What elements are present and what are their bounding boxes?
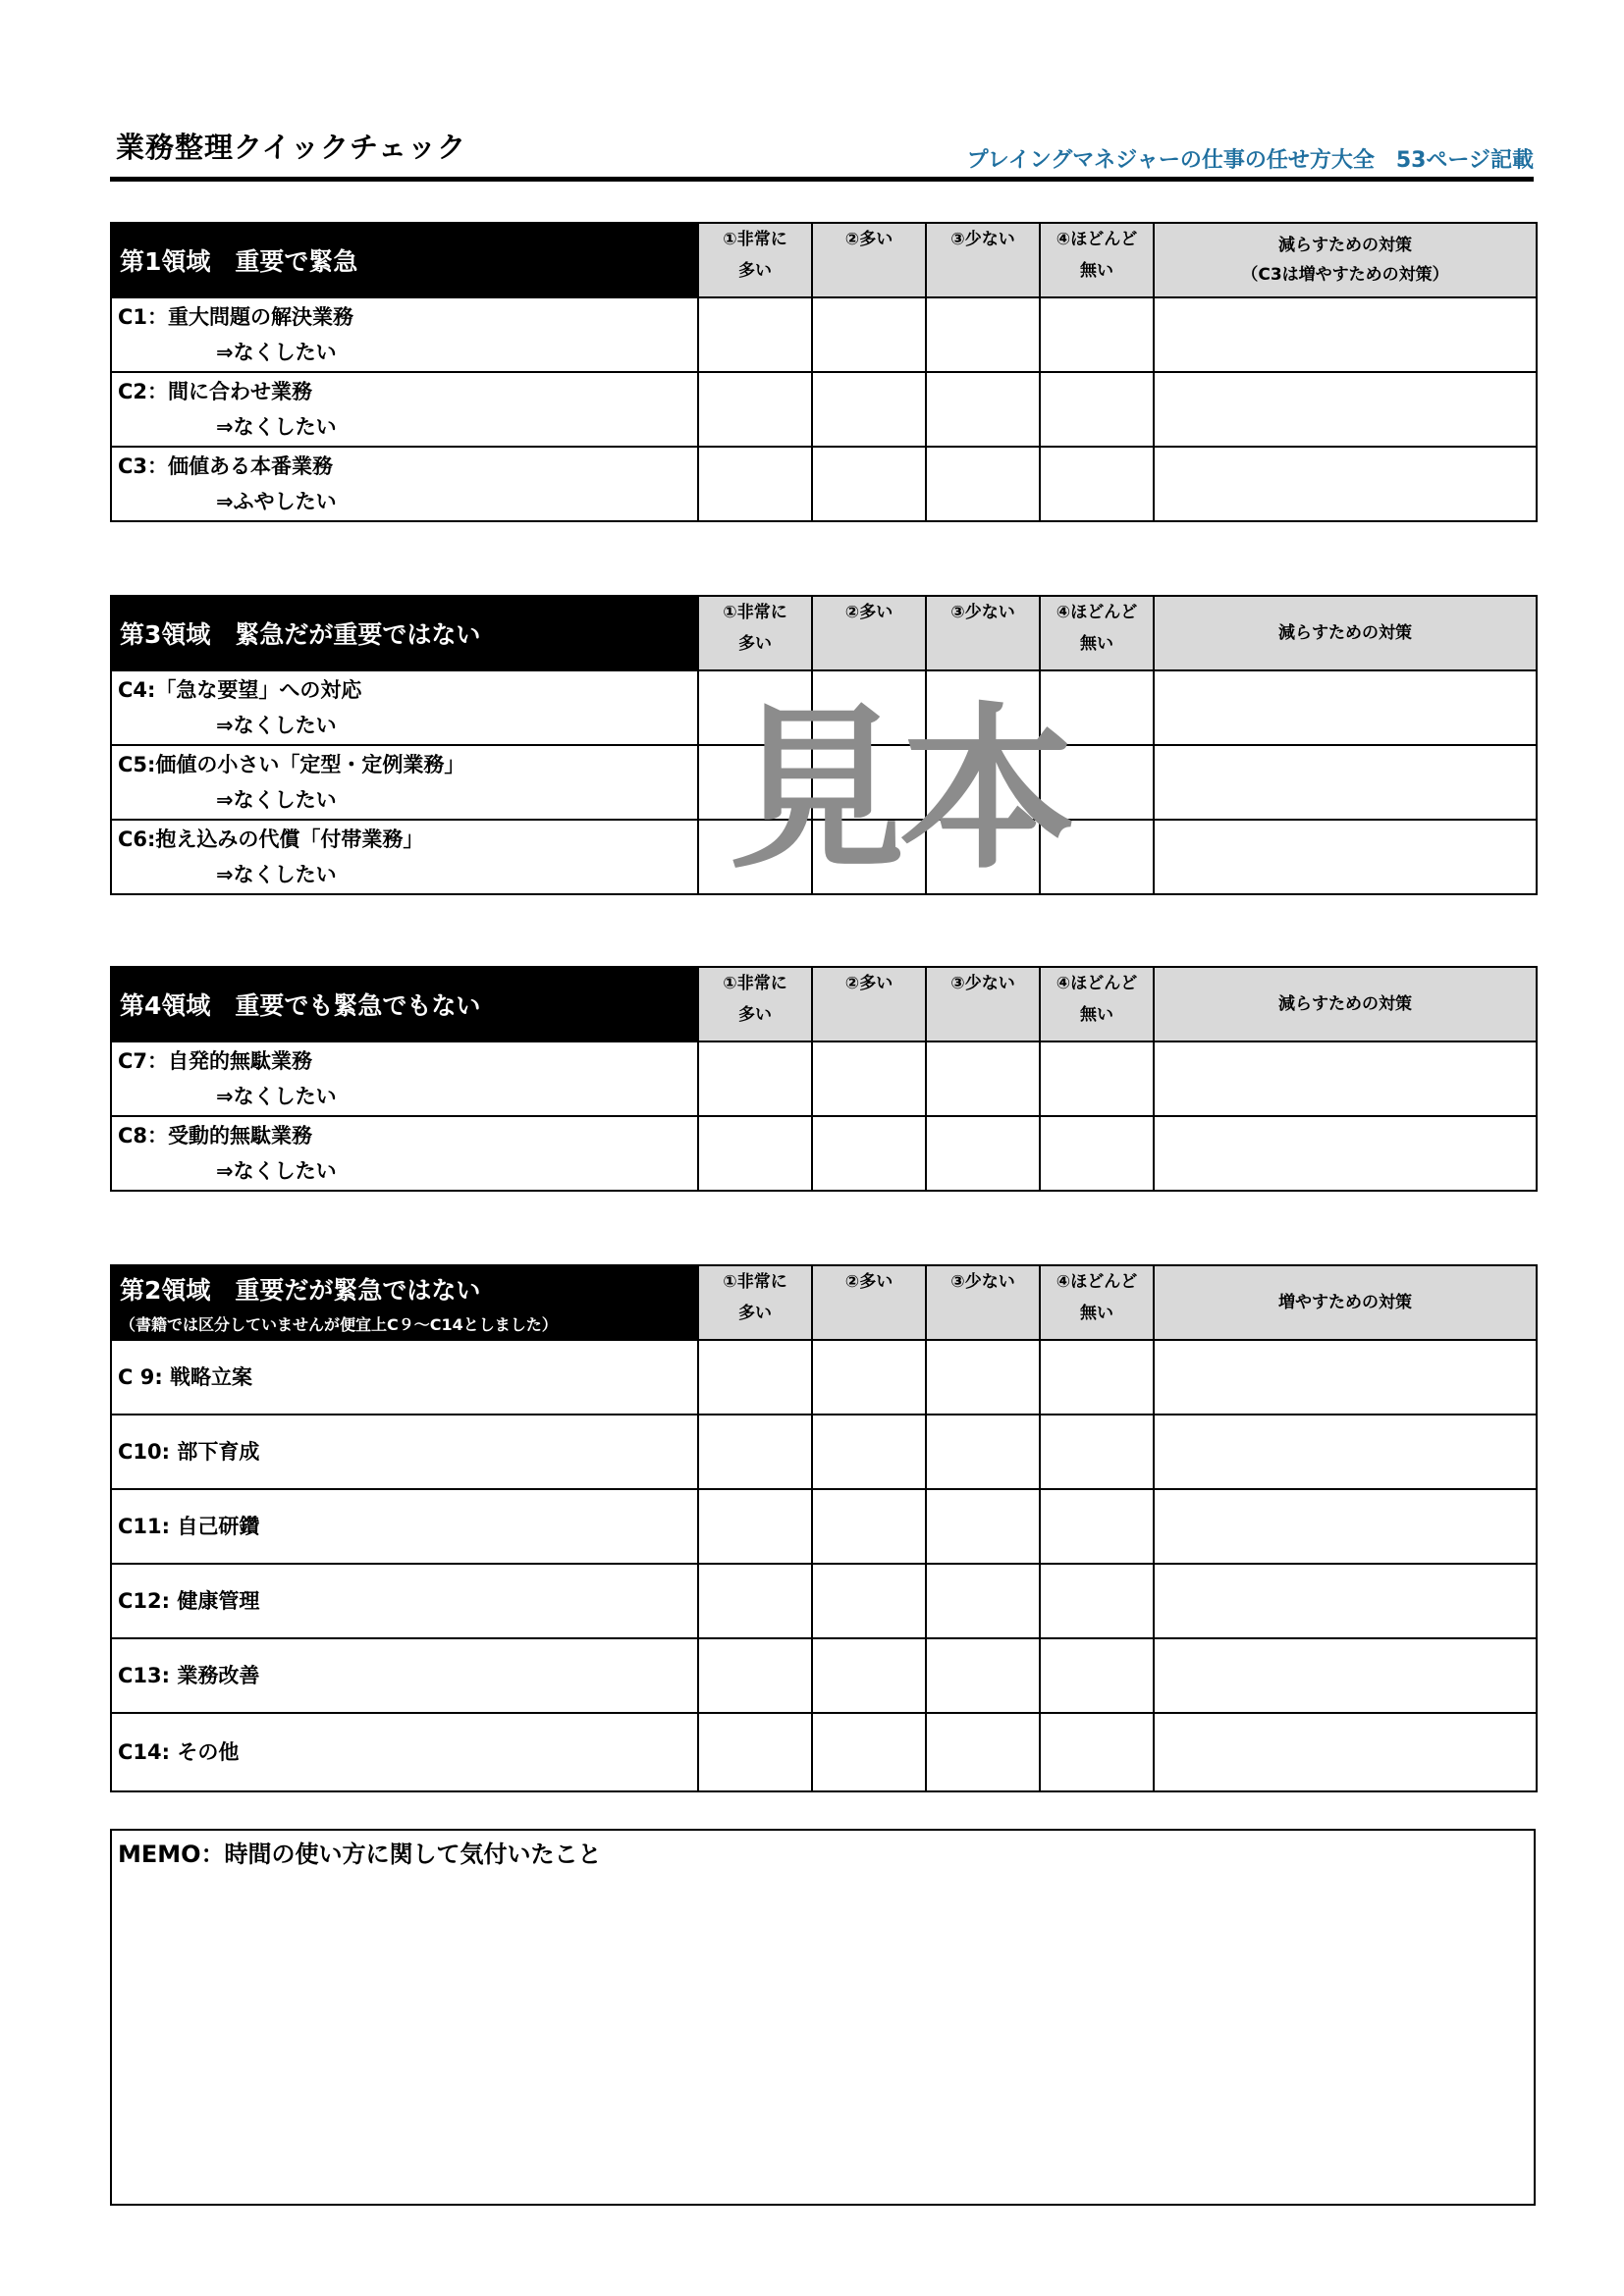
check-cell[interactable] [1040, 1041, 1154, 1116]
check-cell[interactable] [698, 1340, 812, 1415]
col-measures: 増やすための対策 [1154, 1265, 1537, 1340]
col-very-many: ①非常に 多い [698, 596, 812, 670]
check-cell[interactable] [698, 1415, 812, 1489]
table-row [111, 1638, 1537, 1713]
check-cell[interactable] [926, 447, 1040, 521]
row-label: C11: 自己研鑽 [111, 1489, 698, 1564]
check-cell[interactable] [1040, 1415, 1154, 1489]
check-cell[interactable] [1040, 1638, 1154, 1713]
check-cell[interactable] [926, 1116, 1040, 1191]
sample-watermark: 見本 [729, 688, 1071, 893]
quadrant-4-table [110, 966, 1538, 1192]
col-almost-none: ④ほどんど 無い [1040, 596, 1154, 670]
page-title: 業務整理クイックチェック [116, 131, 467, 164]
table-row [111, 1415, 1537, 1489]
check-cell[interactable] [1040, 1713, 1154, 1791]
check-cell[interactable] [1040, 372, 1154, 447]
table-row [111, 1340, 1537, 1415]
row-label: C4:「急な要望」への対応 ⇒なくしたい [111, 670, 698, 745]
table-row [111, 1564, 1537, 1638]
row-label: C12: 健康管理 [111, 1564, 698, 1638]
col-almost-none: ④ほどんど 無い [1040, 967, 1154, 1041]
check-cell[interactable] [812, 1340, 926, 1415]
check-cell[interactable] [1040, 447, 1154, 521]
measure-cell[interactable] [1154, 297, 1537, 372]
check-cell[interactable] [1040, 1340, 1154, 1415]
check-cell[interactable] [812, 1041, 926, 1116]
row-label: C3：価値ある本番業務 ⇒ふやしたい [111, 447, 698, 521]
measure-cell[interactable] [1154, 372, 1537, 447]
row-label: C10: 部下育成 [111, 1415, 698, 1489]
quadrant-2-title: 第2領域 重要だが緊急ではない （書籍では区分していませんが便宜上C９～C14としました） [111, 1265, 698, 1340]
check-cell[interactable] [812, 1116, 926, 1191]
table-row [111, 1489, 1537, 1564]
memo-box[interactable] [110, 1829, 1536, 2206]
col-many: ②多い [812, 223, 926, 297]
col-few: ③少ない [926, 596, 1040, 670]
title-divider [110, 177, 1534, 182]
row-label: C 9: 戦略立案 [111, 1340, 698, 1415]
check-cell[interactable] [926, 297, 1040, 372]
check-cell[interactable] [926, 1564, 1040, 1638]
table-row [111, 1713, 1537, 1791]
measure-cell[interactable] [1154, 1340, 1537, 1415]
col-almost-none: ④ほどんど 無い [1040, 223, 1154, 297]
check-cell[interactable] [812, 447, 926, 521]
check-cell[interactable] [698, 1489, 812, 1564]
col-many: ②多い [812, 1265, 926, 1340]
row-label: C14: その他 [111, 1713, 698, 1791]
col-almost-none: ④ほどんど 無い [1040, 1265, 1154, 1340]
book-reference: プレイングマネジャーの仕事の任せ方大全 53ページ記載 [966, 148, 1534, 173]
measure-cell[interactable] [1154, 745, 1537, 820]
row-label: C8：受動的無駄業務 ⇒なくしたい [111, 1116, 698, 1191]
check-cell[interactable] [926, 372, 1040, 447]
col-many: ②多い [812, 596, 926, 670]
check-cell[interactable] [926, 1638, 1040, 1713]
table-row [111, 372, 1537, 447]
check-cell[interactable] [1040, 297, 1154, 372]
col-measures: 減らすための対策 （C3は増やすための対策） [1154, 223, 1537, 297]
table-row [111, 297, 1537, 372]
check-cell[interactable] [812, 1489, 926, 1564]
check-cell[interactable] [926, 1713, 1040, 1791]
quadrant-3-title: 第3領域 緊急だが重要ではない [111, 596, 698, 670]
check-cell[interactable] [926, 1041, 1040, 1116]
check-cell[interactable] [698, 1564, 812, 1638]
check-cell[interactable] [812, 1638, 926, 1713]
check-cell[interactable] [698, 297, 812, 372]
check-cell[interactable] [698, 372, 812, 447]
measure-cell[interactable] [1154, 1041, 1537, 1116]
check-cell[interactable] [698, 447, 812, 521]
row-label: C5:価値の小さい「定型・定例業務」 ⇒なくしたい [111, 745, 698, 820]
measure-cell[interactable] [1154, 1415, 1537, 1489]
measure-cell[interactable] [1154, 1564, 1537, 1638]
col-very-many: ①非常に 多い [698, 967, 812, 1041]
col-measures: 減らすための対策 [1154, 596, 1537, 670]
check-cell[interactable] [812, 372, 926, 447]
quadrant-4-title: 第4領域 重要でも緊急でもない [111, 967, 698, 1041]
col-very-many: ①非常に 多い [698, 223, 812, 297]
row-label: C13: 業務改善 [111, 1638, 698, 1713]
table-row [111, 447, 1537, 521]
check-cell[interactable] [698, 1638, 812, 1713]
memo-title: MEMO：時間の使い方に関して気付いたこと [118, 1841, 602, 1868]
check-cell[interactable] [926, 1489, 1040, 1564]
measure-cell[interactable] [1154, 820, 1537, 894]
measure-cell[interactable] [1154, 1713, 1537, 1791]
check-cell[interactable] [698, 1116, 812, 1191]
row-label: C2：間に合わせ業務 ⇒なくしたい [111, 372, 698, 447]
quadrant-1-title: 第1領域 重要で緊急 [111, 223, 698, 297]
check-cell[interactable] [926, 1340, 1040, 1415]
table-row [111, 1041, 1537, 1116]
check-cell[interactable] [1040, 1116, 1154, 1191]
row-label: C7：自発的無駄業務 ⇒なくしたい [111, 1041, 698, 1116]
check-cell[interactable] [812, 1415, 926, 1489]
check-cell[interactable] [812, 1564, 926, 1638]
col-few: ③少ない [926, 223, 1040, 297]
quadrant-2-table [110, 1264, 1538, 1792]
check-cell[interactable] [812, 297, 926, 372]
measure-cell[interactable] [1154, 1489, 1537, 1564]
row-label: C1：重大問題の解決業務 ⇒なくしたい [111, 297, 698, 372]
measure-cell[interactable] [1154, 447, 1537, 521]
col-few: ③少ない [926, 1265, 1040, 1340]
col-very-many: ①非常に 多い [698, 1265, 812, 1340]
check-cell[interactable] [1040, 1489, 1154, 1564]
measure-cell[interactable] [1154, 1638, 1537, 1713]
check-cell[interactable] [812, 1713, 926, 1791]
col-many: ②多い [812, 967, 926, 1041]
check-cell[interactable] [1040, 1564, 1154, 1638]
check-cell[interactable] [698, 1041, 812, 1116]
row-label: C6:抱え込みの代償「付帯業務」 ⇒なくしたい [111, 820, 698, 894]
measure-cell[interactable] [1154, 1116, 1537, 1191]
measure-cell[interactable] [1154, 670, 1537, 745]
quadrant-1-table [110, 222, 1538, 522]
col-few: ③少ない [926, 967, 1040, 1041]
check-cell[interactable] [926, 1415, 1040, 1489]
check-cell[interactable] [698, 1713, 812, 1791]
col-measures: 減らすための対策 [1154, 967, 1537, 1041]
table-row [111, 1116, 1537, 1191]
